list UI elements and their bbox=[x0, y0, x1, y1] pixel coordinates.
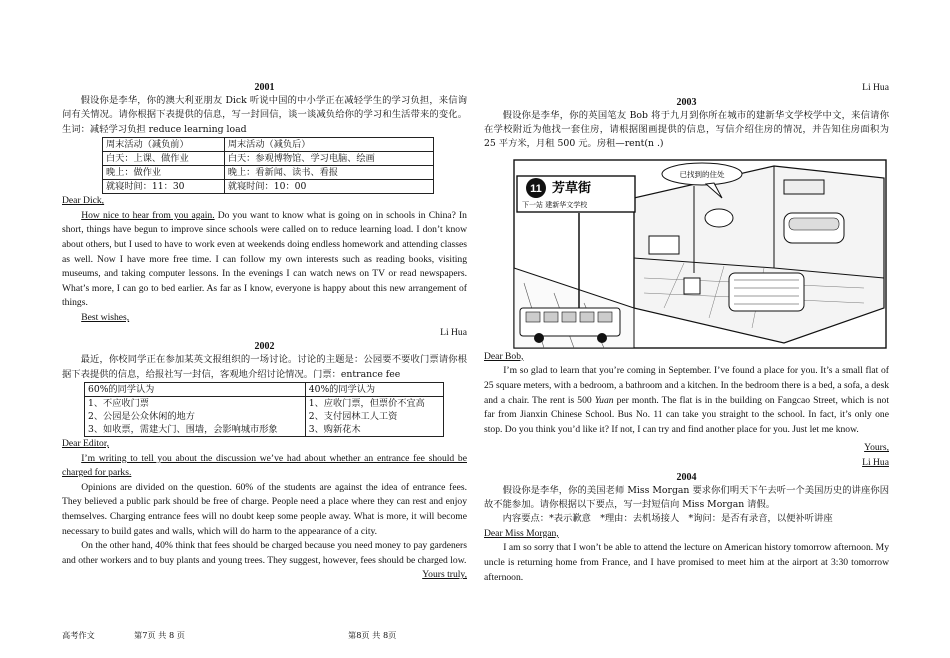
table-cell bbox=[85, 396, 306, 436]
table-row bbox=[85, 382, 444, 396]
table-row bbox=[103, 138, 434, 152]
table-cell: 周末活动（减负前） bbox=[103, 138, 225, 152]
salutation-2001: Dear Dick, bbox=[62, 195, 105, 207]
prompt-2003: 假设你是李华，你的英国笔友 Bob 将于九月到你所在城市的建新华文学校学中文，来信请你在学校附近为他找一套住房，请根据图画提供的信息，写信介绍住房的情况，并告知住房面积为 25 平方米，月租 500 元。房租—rent(n .) bbox=[484, 109, 889, 150]
salutation-2004: Dear Miss Morgan, bbox=[484, 527, 559, 539]
footer-title: 高考作文 bbox=[62, 630, 95, 640]
top-signature: Li Hua bbox=[862, 82, 889, 93]
floor-plan-drawing bbox=[484, 158, 889, 350]
table-line: 1、应收门票，但票价不宜高 bbox=[308, 397, 425, 409]
table-2002 bbox=[84, 382, 444, 437]
table-cell: 白天：参观博物馆、学习电脑、绘画 bbox=[224, 152, 433, 166]
bus-stop-text: 下一站 建新华文学校 bbox=[522, 200, 588, 209]
closing-2002: Yours truly, bbox=[422, 569, 467, 581]
street-sign-text: 芳草街 bbox=[552, 180, 592, 196]
table-line: 2、支付园林工人工资 bbox=[308, 410, 398, 422]
table-line: 3、购新花木 bbox=[308, 423, 361, 435]
year-2003-heading: 2003 bbox=[676, 96, 697, 108]
letter-para-3-2002: On the other hand, 40% think that fees should be charged because you need money to pay gardeners and other workers and to buy plants and young trees. They suggest, however, fees should be charged low. bbox=[62, 540, 467, 566]
year-2004-heading: 2004 bbox=[676, 471, 697, 483]
closing-2003: Yours, bbox=[864, 442, 889, 454]
points-2004: 内容要点：*表示歉意 *理由：去机场接人 *询问：是否有录音，以便补听讲座 bbox=[502, 513, 833, 525]
table-row bbox=[103, 180, 434, 194]
table-cell: 白天：上课、做作业 bbox=[103, 152, 225, 166]
signature-2001: Li Hua bbox=[440, 326, 467, 338]
table-line: 2、公园是公众休闲的地方 bbox=[88, 410, 195, 422]
table-cell bbox=[305, 396, 443, 436]
table-line: 1、不应收门票 bbox=[88, 397, 149, 409]
letter-text: per month. The flat is in the building on Fangcao Street, which is not far from Jianxin Chinese School. Bus No. 11 can take you straight to the school. In fact, it’s only one stop. Do you think you’d like it? If not, I can try and find another place for you. Just let me know. bbox=[484, 394, 889, 435]
table-cell: 晚上：做作业 bbox=[103, 166, 225, 180]
table-line: 3、如收票，需建大门、围墙，会影响城市形象 bbox=[88, 423, 278, 435]
footer-page-right: 第8页 共 8页 bbox=[348, 630, 397, 640]
salutation-2003: Dear Bob, bbox=[484, 350, 524, 362]
salutation-2002: Dear Editor, bbox=[62, 437, 110, 449]
right-column bbox=[484, 0, 889, 585]
table-2001 bbox=[102, 137, 434, 194]
letter-opening: How nice to hear from you again. bbox=[81, 209, 215, 221]
currency-word: Yuan bbox=[594, 394, 614, 406]
letter-text: I’m so glad to learn that you’re coming in September. I’ve found a place for you. It’s a small flat of 25 square meters, with a bedroom, a bathroom and a kitchen. In the bedroom there is a bed, a sofa, a desk and a chair. The rent is 500 bbox=[484, 365, 889, 406]
year-2002-heading: 2002 bbox=[254, 341, 275, 353]
closing-2001: Best wishes, bbox=[81, 311, 130, 323]
prompt-2001: 假设你是李华，你的澳大利亚朋友 Dick 听说中国的中小学正在减轻学生的学习负担，来信询问有关情况。请你根据下表提供的信息，写一封回信，谈一谈减负给你的学习和生活带来的变化。生词：减轻学习负担 reduce learning load bbox=[62, 95, 467, 135]
left-column bbox=[62, 0, 467, 583]
table-cell: 就寝时间：11：30 bbox=[103, 180, 225, 194]
floor-plan-illustration bbox=[484, 158, 889, 350]
letter-text: Do you want to know what is going on in schools in China? In short, things have begun to improve since schools were called on to reduce learning load. I don’t know about others, but I used to have to work even at weekends doing endless homework and attending classes as well. Now I have more free time. I can follow my own interests such as reading books, visiting museums, and taking computer lessons. In the evenings I can watch news on TV or read newspapers. What’s more, I can go to bed earlier. As far as I know, everyone is happy about this new arrangement of things. bbox=[62, 209, 467, 309]
table-row bbox=[85, 396, 444, 436]
letter-body-2001 bbox=[62, 209, 467, 311]
year-2001-heading: 2001 bbox=[254, 82, 275, 93]
prompt-2004: 假设你是李华，你的美国老师 Miss Morgan 要求你们明天下午去听一个美国历史的讲座你因故不能参加。请你根据以下要点，写一封短信向 Miss Morgan 请假。 bbox=[484, 484, 889, 510]
table-cell: 60%的同学认为 bbox=[85, 382, 306, 396]
table-cell: 晚上：看新闻、读书、看报 bbox=[224, 166, 433, 180]
bus-number: 11 bbox=[530, 182, 542, 195]
speech-bubble-text: 已找到的住处 bbox=[679, 169, 725, 179]
footer-page-left: 第7页 共 8 页 bbox=[134, 630, 185, 640]
table-cell: 周末活动（减负后） bbox=[224, 138, 433, 152]
table-cell: 就寝时间：10：00 bbox=[224, 180, 433, 194]
letter-body-2003 bbox=[484, 364, 889, 437]
table-row bbox=[103, 166, 434, 180]
table-cell: 40%的同学认为 bbox=[305, 382, 443, 396]
letter-para-1-2002: I’m writing to tell you about the discussion we’ve had about whether an entrance fee should be charged for parks. bbox=[62, 452, 467, 479]
prompt-2002: 最近，你校同学正在参加某英文报组织的一场讨论。讨论的主题是：公园要不要收门票请你根据下表提供的信息，给报社写一封信，客观地介绍讨论情况。门票：entrance fee bbox=[62, 354, 467, 380]
letter-body-2004: I am so sorry that I won’t be able to attend the lecture on American history tomorrow afternoon. My uncle is returning home from France, and I have promised to meet him at the airport at 3:30 tomorrow afternoon. bbox=[484, 542, 889, 583]
signature-2003: Li Hua bbox=[862, 456, 889, 468]
table-row bbox=[103, 152, 434, 166]
letter-para-2-2002: Opinions are divided on the question. 60% of the students are against the idea of entrance fees. They believed a public park should be free of charge. People need a place where they can rest and enjoy themselves. Charging entrance fees will no doubt keep some people away. What is more, it will become necessary to build gates and walls, which will do harm to the appearance of a city. bbox=[62, 481, 467, 537]
